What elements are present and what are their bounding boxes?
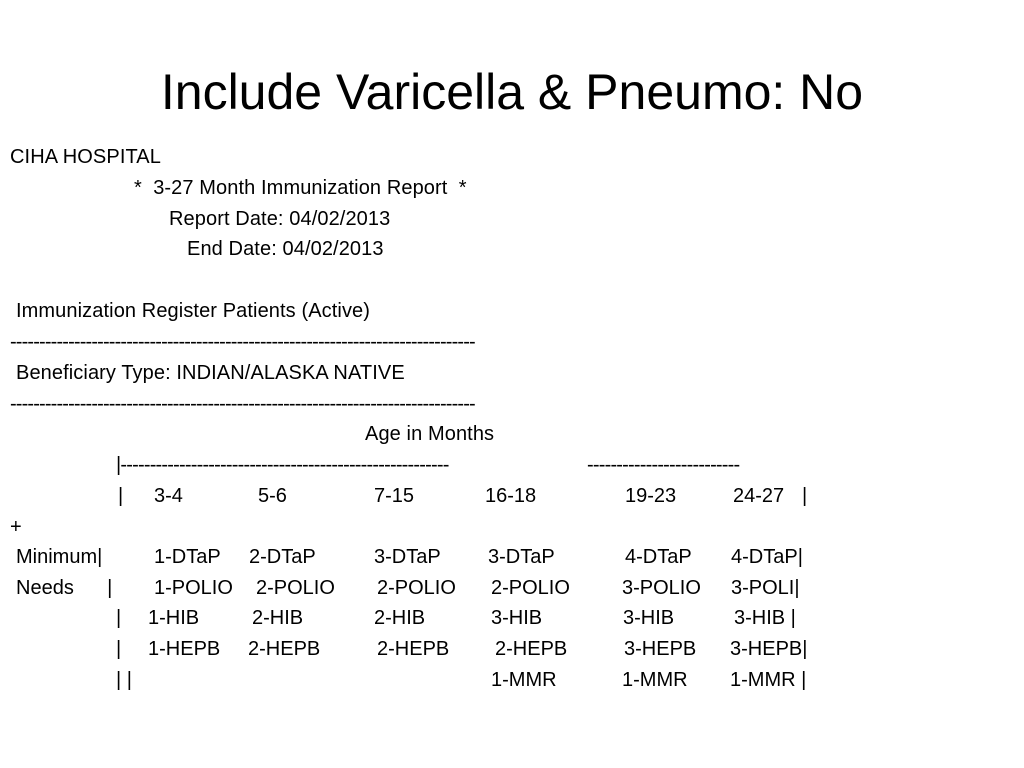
register-label: Immunization Register Patients (Active): [16, 300, 371, 322]
table-cell: 2-POLIO: [377, 577, 456, 599]
column-header: 19-23: [625, 485, 677, 507]
table-cell: 1-MMR |: [730, 669, 807, 691]
report-date: Report Date: 04/02/2013: [169, 208, 391, 230]
column-header: 7-15: [374, 485, 415, 507]
table-cell: 2-HIB: [252, 607, 304, 629]
column-header: 24-27: [733, 485, 785, 507]
separator-bottom: --------------------------------------------------------------------------------: [10, 393, 475, 415]
table-cell: 1-HEPB: [148, 638, 221, 660]
table-cell: 3-HIB: [623, 607, 675, 629]
row-label-needs: Needs |: [16, 577, 113, 599]
column-header: 16-18: [485, 485, 537, 507]
age-rule-left: |--------------------------------------------------------: [116, 454, 449, 476]
table-cell: 1-MMR: [622, 669, 688, 691]
row-bar: |: [116, 638, 122, 660]
table-cell: 2-HEPB: [495, 638, 568, 660]
table-cell: 3-POLI|: [731, 577, 800, 599]
table-cell: 4-DTaP: [625, 546, 692, 568]
table-cell: 4-DTaP|: [731, 546, 803, 568]
table-cell: 1-HIB: [148, 607, 200, 629]
age-rule-right: --------------------------: [587, 454, 740, 476]
table-cell: 3-POLIO: [622, 577, 701, 599]
report-title: * 3-27 Month Immunization Report *: [134, 177, 467, 199]
column-header: 3-4: [154, 485, 183, 507]
table-cell: 2-HIB: [374, 607, 426, 629]
table-cell: 3-DTaP: [374, 546, 441, 568]
end-date: End Date: 04/02/2013: [187, 238, 384, 260]
row-bar: |: [116, 607, 122, 629]
table-cell: 3-HIB |: [734, 607, 796, 629]
slide-title: Include Varicella & Pneumo: No: [160, 64, 864, 120]
table-cell: 2-HEPB: [377, 638, 450, 660]
table-cell: 2-DTaP: [249, 546, 316, 568]
header-bar-left: |: [118, 485, 124, 507]
row-label-minimum: Minimum|: [16, 546, 103, 568]
table-cell: 3-HIB: [491, 607, 543, 629]
plus-marker: +: [10, 516, 22, 538]
row-bar: | |: [116, 669, 132, 691]
table-cell: 1-POLIO: [154, 577, 233, 599]
column-header: 5-6: [258, 485, 287, 507]
table-cell: 2-HEPB: [248, 638, 321, 660]
table-cell: 3-HEPB: [624, 638, 697, 660]
facility-name: CIHA HOSPITAL: [10, 146, 161, 168]
separator-top: --------------------------------------------------------------------------------: [10, 331, 475, 353]
table-cell: 3-DTaP: [488, 546, 555, 568]
table-cell: 2-POLIO: [491, 577, 570, 599]
header-bar-right: |: [802, 485, 808, 507]
table-cell: 2-POLIO: [256, 577, 335, 599]
table-cell: 3-HEPB|: [730, 638, 808, 660]
table-cell: 1-MMR: [491, 669, 557, 691]
age-in-months-header: Age in Months: [365, 423, 495, 445]
table-cell: 1-DTaP: [154, 546, 221, 568]
beneficiary-type: Beneficiary Type: INDIAN/ALASKA NATIVE: [16, 362, 405, 384]
